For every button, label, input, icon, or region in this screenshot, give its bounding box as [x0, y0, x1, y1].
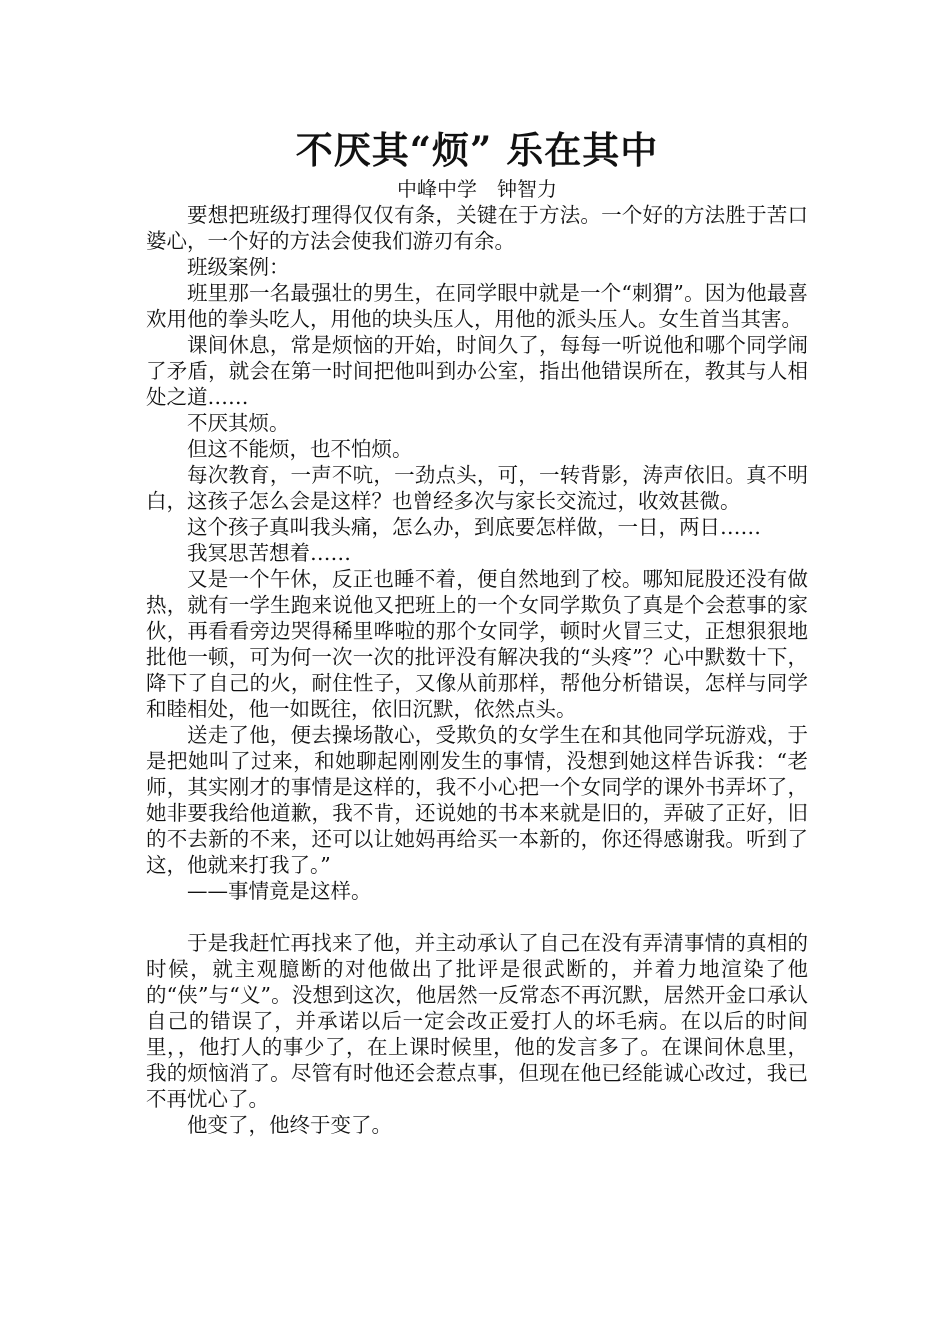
paragraph: ——事情竟是这样。: [187, 879, 372, 903]
paragraph: 又是一个午休，反正也睡不着，便自然地到了校。哪知屁股还没有做热，就有一学生跑来说他又把班上的一个女同学欺负了真是个会惹事的家伙，再看看旁边哭得稀里哗啦的那个女同学，顿时火冒三丈，正想狠狠地批他一顿，可为何一次一次的批评没有解决我的“头疼”？心中默数十下，降下了自己的火，耐住性子，又像从前那样，帮他分析错误，怎样与同学和睦相处，他一如既往，依旧沉默，依然点头。: [146, 567, 808, 721]
paragraph: 课间休息，常是烦恼的开始，时间久了，每每一听说他和哪个同学闹了矛盾，就会在第一时间把他叫到办公室，指出他错误所在，教其与人相处之道……: [146, 333, 808, 409]
paragraph: 这个孩子真叫我头痛，怎么办，到底要怎样做，一日，两日……: [187, 515, 761, 539]
paragraph: 但这不能烦，也不怕烦。: [187, 437, 413, 461]
paragraph: 送走了他，便去操场散心，受欺负的女学生在和其他同学玩游戏，于是把她叫了过来，和她聊起刚刚发生的事情，没想到她这样告诉我：“老师，其实刚才的事情是这样的，我不小心把一个女同学的课外书弄坏了，她非要我给他道歉，我不肯，还说她的书本来就是旧的，弄破了正好，旧的不去新的不来，还可以让她妈再给买一本新的，你还得感谢我。听到了这，他就来打我了。”: [146, 723, 808, 877]
document-page: [146, 124, 808, 1138]
paragraph: 班级案例：: [187, 255, 290, 279]
paragraph: 要想把班级打理得仅仅有条，关键在于方法。一个好的方法胜于苦口婆心，一个好的方法会使我们游刃有余。: [146, 203, 808, 253]
author-line: 中峰中学 钟智力: [397, 177, 557, 201]
paragraph: 我冥思苦想着……: [187, 541, 351, 565]
paragraph: 不厌其烦。: [187, 411, 290, 435]
paragraph: 他变了，他终于变了。: [187, 1113, 392, 1137]
document-title: 不厌其“烦” 乐在其中: [295, 128, 659, 172]
paragraph: 每次教育，一声不吭，一劲点头，可，一转背影，涛声依旧。真不明白，这孩子怎么会是这样？也曾经多次与家长交流过，收效甚微。: [146, 463, 808, 513]
paragraph: 于是我赶忙再找来了他，并主动承认了自己在没有弄清事情的真相的时候，就主观臆断的对他做出了批评是很武断的，并着力地渲染了他的“侠”与“义”。没想到这次，他居然一反常态不再沉默，居然开金口承认自己的错误了，并承诺以后一定会改正爱打人的坏毛病。在以后的时间里，，他打人的事少了，在上课时候里，他的发言多了。在课间休息里，我的烦恼消了。尽管有时他还会惹点事，但现在他已经能诚心改过，我已不再忧心了。: [146, 931, 808, 1111]
paragraph: 班里那一名最强壮的男生，在同学眼中就是一个“刺猬”。因为他最喜欢用他的拳头吃人，用他的块头压人，用他的派头压人。女生首当其害。: [146, 281, 808, 331]
